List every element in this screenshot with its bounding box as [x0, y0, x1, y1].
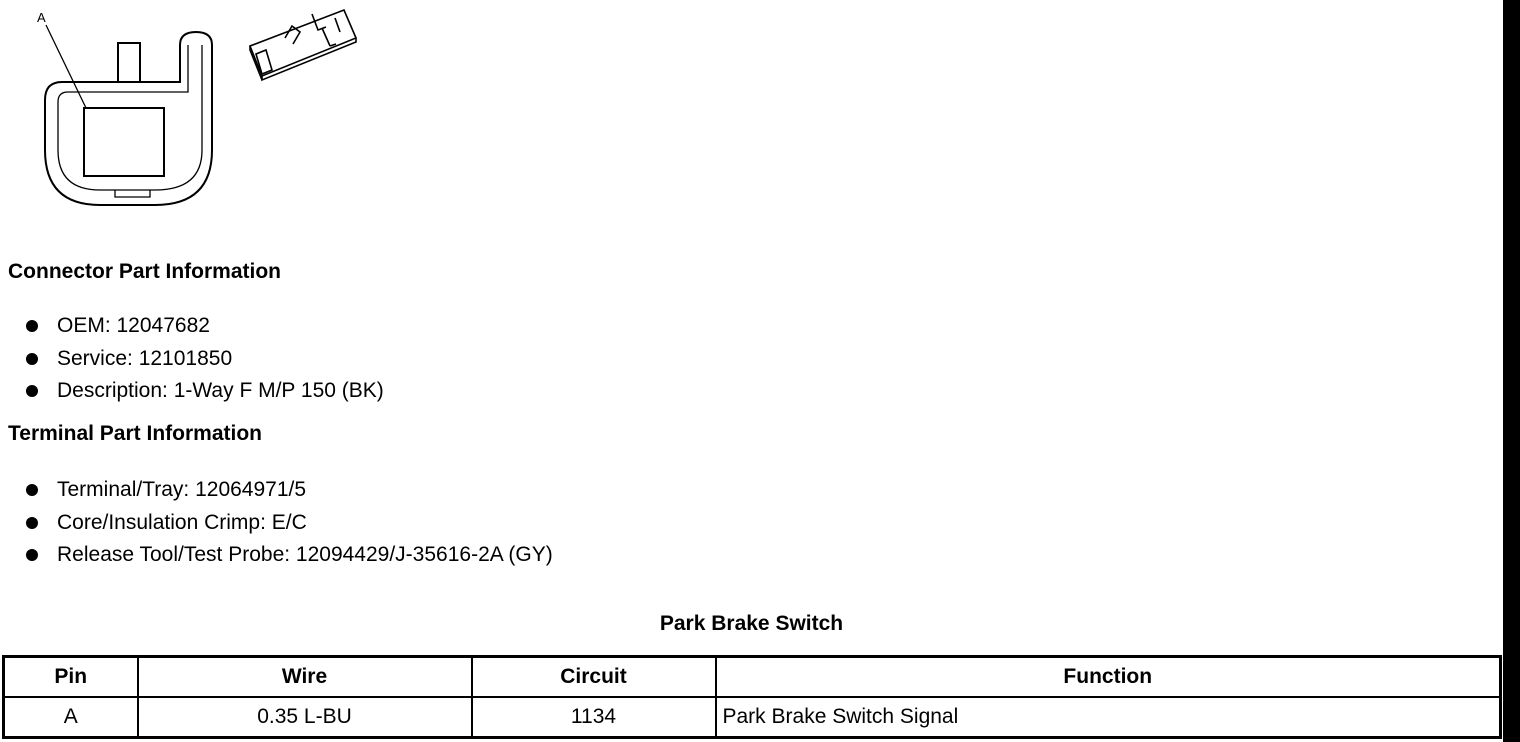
cell-pin: A: [4, 697, 138, 738]
pin-table: [2, 655, 1502, 739]
connector-info-description: Description: 1-Way F M/P 150 (BK): [0, 375, 384, 408]
page-edge-bar: [1503, 0, 1520, 742]
callout-leader-line: [46, 25, 86, 108]
terminal-info-list: [0, 474, 553, 572]
terminal-cavity-a: [84, 108, 164, 176]
connector-outer-body: [45, 32, 212, 205]
connector-latch-tab: [118, 43, 140, 82]
cell-function: Park Brake Switch Signal: [716, 697, 1501, 738]
terminal-info-tray: Terminal/Tray: 12064971/5: [0, 474, 553, 507]
connector-info-service: Service: 12101850: [0, 343, 384, 376]
connector-info-oem: OEM: 12047682: [0, 310, 384, 343]
connector-info-heading: Connector Part Information: [8, 260, 282, 283]
terminal-info-crimp: Core/Insulation Crimp: E/C: [0, 507, 553, 540]
connector-illustration: [0, 0, 380, 215]
pin-table-header-row: [4, 657, 1501, 698]
connector-isometric-view: [250, 10, 356, 80]
cell-circuit: 1134: [472, 697, 716, 738]
column-header-pin: Pin: [4, 657, 138, 698]
connector-info-list: [0, 310, 384, 408]
table-row: [4, 697, 1501, 738]
terminal-info-release-tool: Release Tool/Test Probe: 12094429/J-35616-2A (GY): [0, 539, 553, 572]
column-header-function: Function: [716, 657, 1501, 698]
connector-bottom-key: [115, 190, 150, 197]
column-header-circuit: Circuit: [472, 657, 716, 698]
callout-label-a: A: [37, 10, 46, 25]
terminal-info-heading: Terminal Part Information: [8, 422, 262, 445]
cell-wire: 0.35 L-BU: [138, 697, 472, 738]
pin-table-title: Park Brake Switch: [659, 612, 844, 635]
column-header-wire: Wire: [138, 657, 472, 698]
